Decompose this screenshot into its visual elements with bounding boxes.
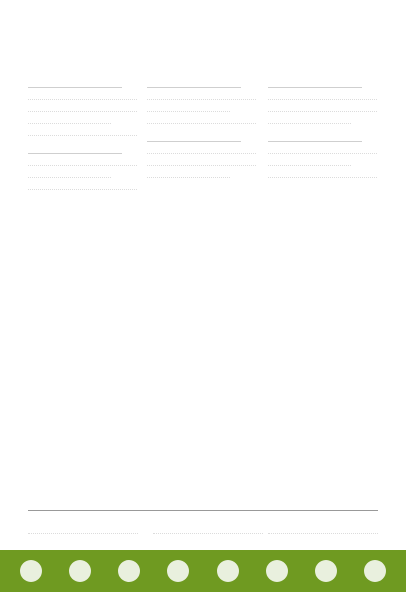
logo <box>167 560 189 582</box>
name-list-column-1 <box>28 70 146 190</box>
list-item <box>28 102 137 112</box>
list-item <box>28 168 111 178</box>
list-item <box>147 168 230 178</box>
list-item <box>28 180 137 190</box>
section-heading <box>147 130 241 142</box>
logo <box>69 560 91 582</box>
list-item <box>28 156 137 166</box>
section-heading <box>268 76 362 88</box>
list-item <box>268 156 351 166</box>
list-item <box>268 144 377 154</box>
section-heading <box>268 130 362 142</box>
credit-item <box>268 515 378 534</box>
list-item <box>147 144 256 154</box>
page-title <box>0 40 406 56</box>
list-item <box>147 90 256 100</box>
list-item <box>147 156 256 166</box>
credit-item <box>153 515 263 534</box>
logo <box>20 560 42 582</box>
list-item <box>28 90 137 100</box>
logo <box>315 560 337 582</box>
section-heading <box>147 76 241 88</box>
logo <box>364 560 386 582</box>
list-item <box>268 102 377 112</box>
divider <box>28 510 378 511</box>
list-item <box>268 90 377 100</box>
list-item <box>28 126 137 136</box>
logo-strip <box>0 550 406 592</box>
credits <box>28 515 378 537</box>
logo <box>266 560 288 582</box>
list-item <box>28 114 111 124</box>
list-item <box>268 114 351 124</box>
list-item <box>147 114 256 124</box>
credit-item <box>28 515 138 534</box>
section-heading <box>28 76 122 88</box>
name-list-column-3 <box>268 70 386 178</box>
list-item <box>268 168 377 178</box>
list-item <box>147 102 230 112</box>
name-list-column-2 <box>147 70 265 178</box>
logo <box>118 560 140 582</box>
logo <box>217 560 239 582</box>
section-heading <box>28 142 122 154</box>
